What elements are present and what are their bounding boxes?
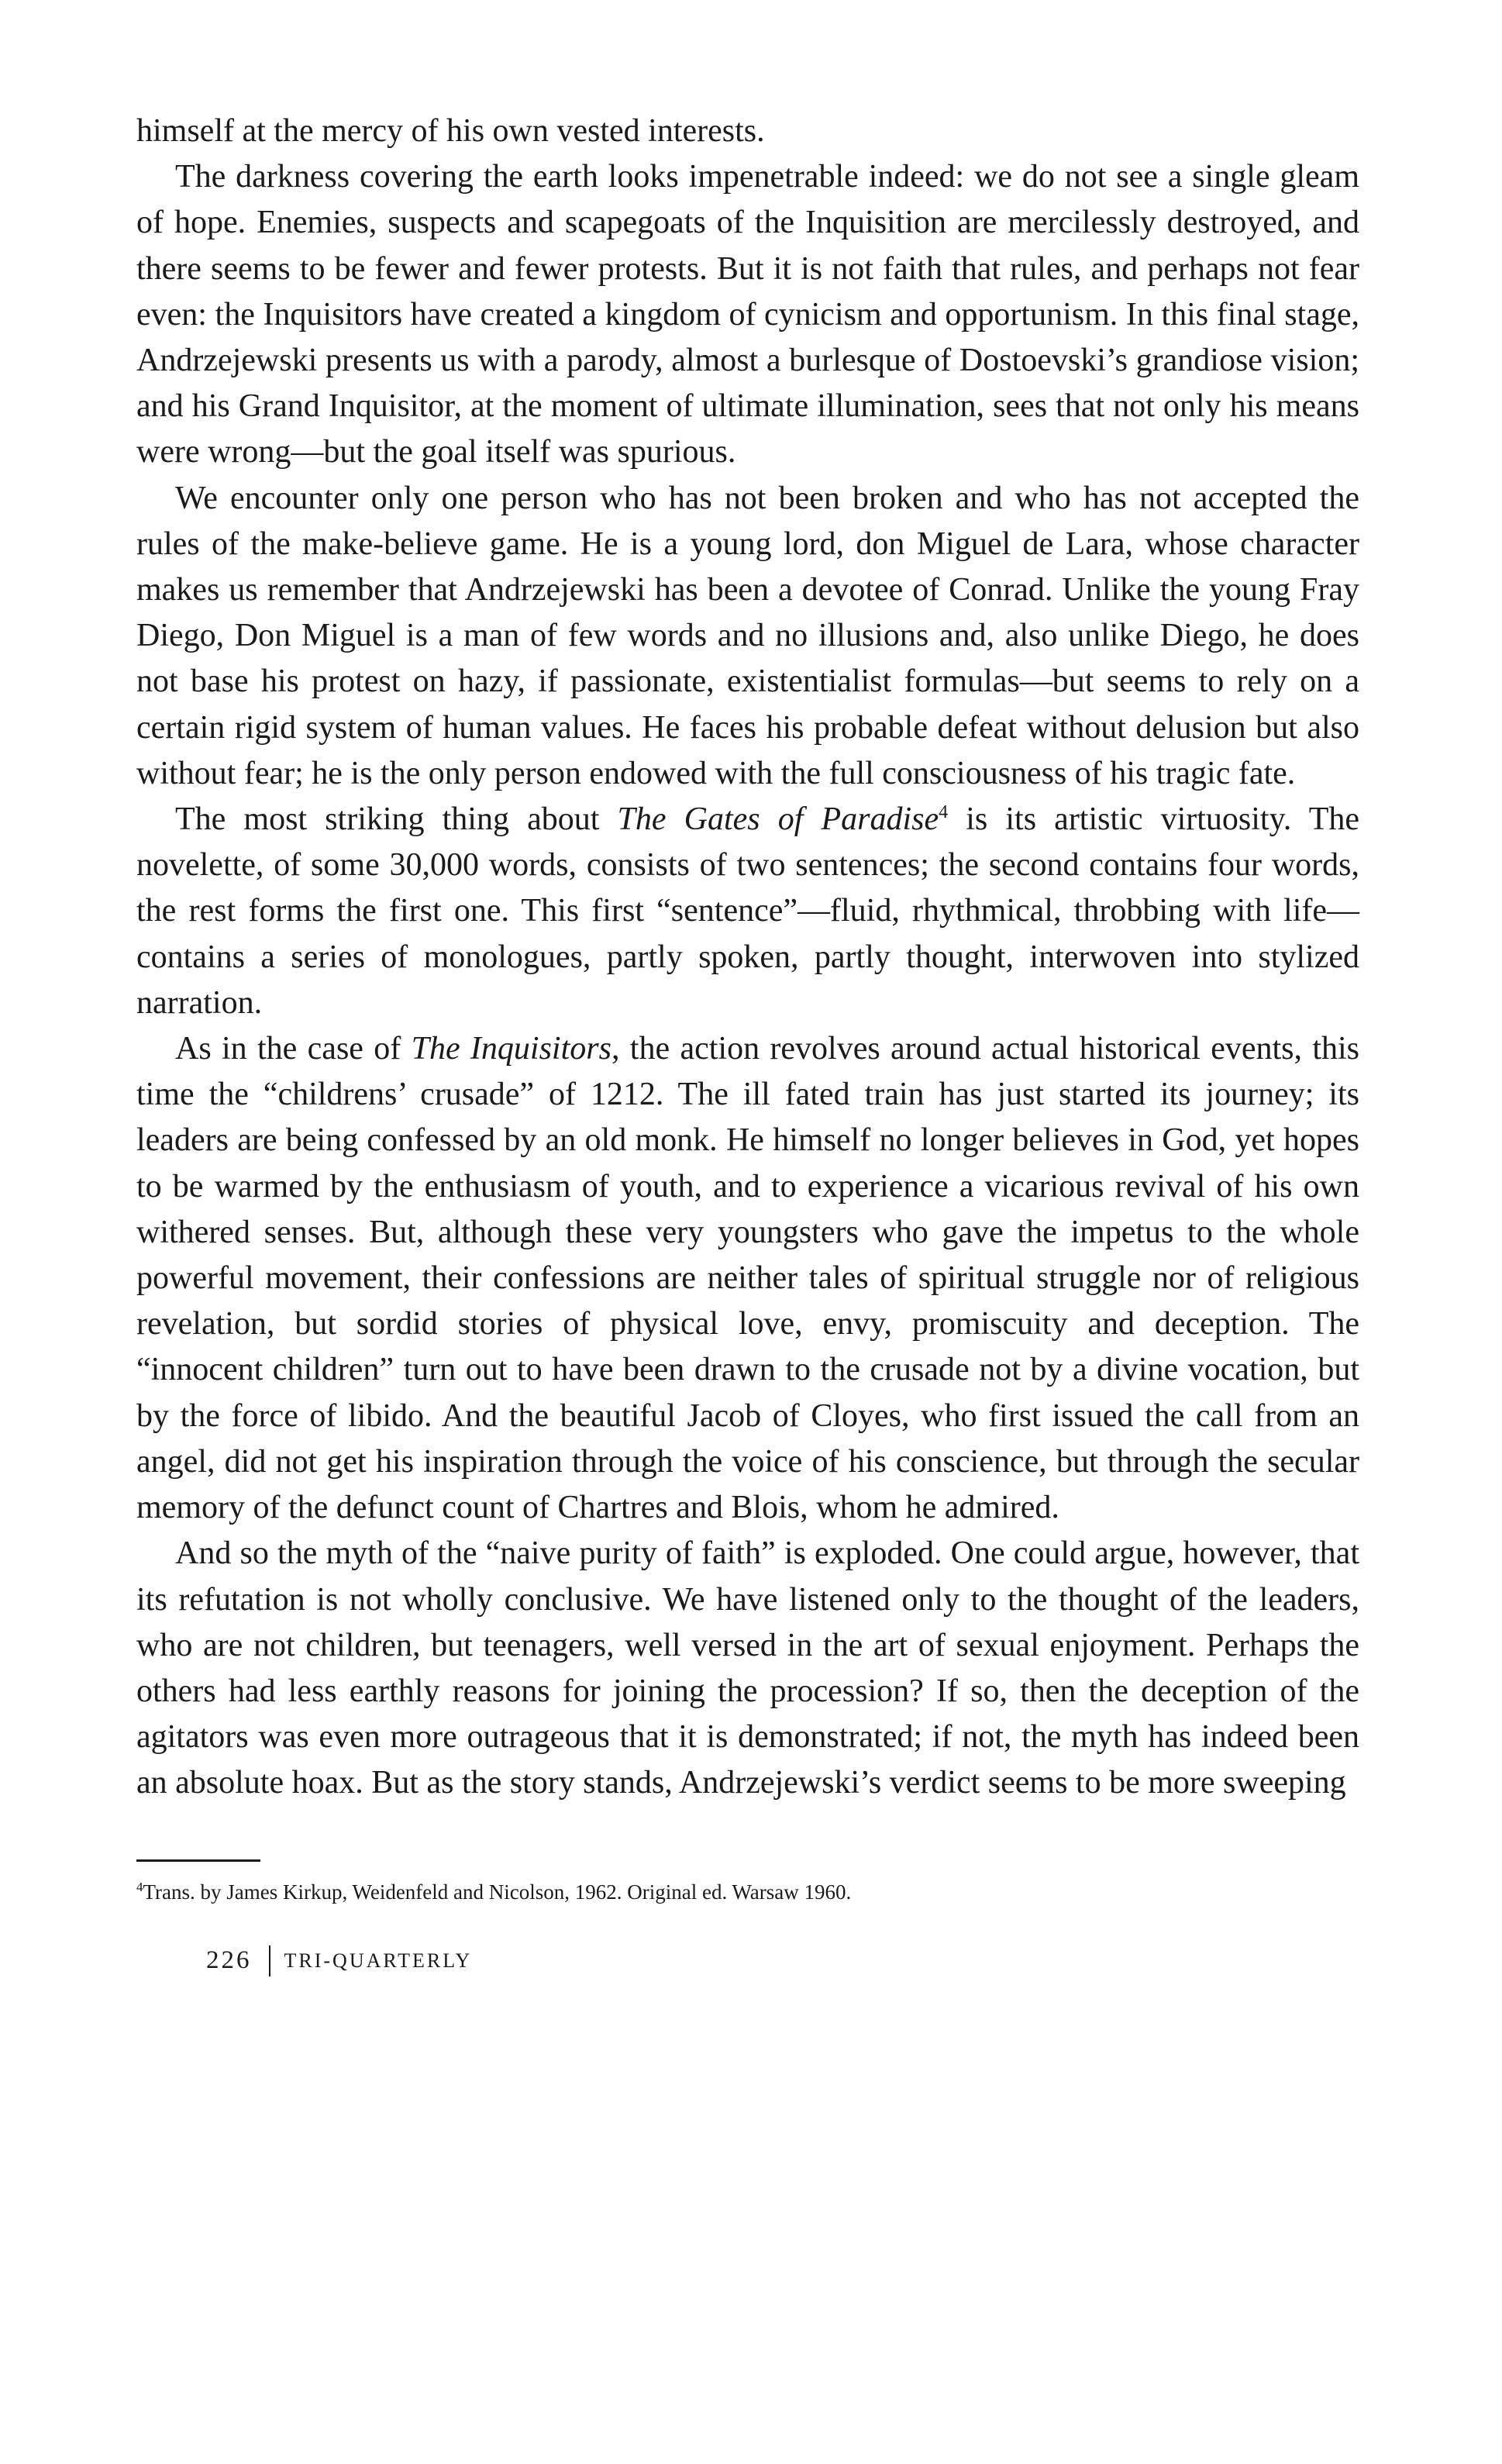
page-number: 226 bbox=[206, 1946, 252, 1975]
text-fragment: The most striking thing about bbox=[175, 801, 618, 838]
footer-divider bbox=[269, 1945, 270, 1976]
paragraph-myth-exploded: And so the myth of the “naive purity of faith” is exploded. One could argue, however, that its refutation is not wholly conclusive. We have listened only to the thought of the leaders, who are not children, but teenagers, well versed in the art of sexual enjoyment. Perhaps the others had less earthly reasons for joining the procession? If so, then the deception of the agitators was even more outrageous that it is demonstrated; if not, the myth has indeed been an absolute hoax. But as the story stands, Andrzejewski’s verdict seems to be more sweeping bbox=[136, 1535, 1359, 1801]
footnote-marker: 4 bbox=[136, 1879, 143, 1894]
paragraph-don-miguel: We encounter only one person who has not been broken and who has not accepted the rules of the make-believe game. He is a young lord, don Miguel de Lara, whose character makes us remember that Andrzejewski has been a devotee of Conrad. Unlike the young Fray Diego, Don Miguel is a man of few words and no illusions and, also unlike Diego, he does not base his protest on hazy, if passionate, existentialist formulas—but seems to rely on a certain rigid system of human values. He faces his probable defeat without delusion but also without fear; he is the only person endowed with the full consciousness of his tragic fate. bbox=[136, 480, 1359, 791]
footnote bbox=[136, 1879, 1359, 1905]
paragraph-gates-of-paradise bbox=[136, 797, 1359, 1026]
book-title: The Gates of Paradise bbox=[617, 801, 939, 838]
text-fragment: is its artistic virtuosity. The novelette, of some 30,000 words, consists of two sentences; the second contains four words, the rest forms the first one. This first “sentence”—fluid, rhythmical, throbbing with life—contains a series of monologues, partly spoken, partly thought, interwoven into stylized narration. bbox=[136, 801, 1360, 1021]
footnote-text: Trans. by James Kirkup, Weidenfeld and Nicolson, 1962. Original ed. Warsaw 1960. bbox=[143, 1880, 852, 1904]
footnote-divider bbox=[136, 1859, 260, 1862]
book-title: The Inquisitors bbox=[411, 1031, 611, 1067]
book-page bbox=[136, 109, 1359, 1976]
paragraph-continuation: himself at the mercy of his own vested interests. bbox=[136, 113, 765, 149]
text-fragment: As in the case of bbox=[175, 1031, 412, 1067]
text-fragment: , the action revolves around actual historical events, this time the “childrens’ crusade” of 1212. The ill fated train has just started its journey; its leaders are being confessed by an old monk. He himself no longer believes in God, yet hopes to be warmed by the enthusiasm of youth, and to experience a vicarious revival of his own withered senses. But, although these very youngsters who gave the impetus to the whole powerful movement, their confessions are neither tales of spiritual struggle nor of religious revelation, but sordid stories of physical love, envy, promiscuity and deception. The “innocent children” turn out to have been drawn to the crusade not by a divine vocation, but by the force of libido. And the beautiful Jacob of Cloyes, who first issued the call from an angel, did not get his inspiration through the voice of his conscience, but through the secular memory of the defunct count of Chartres and Blois, whom he admired. bbox=[136, 1031, 1360, 1526]
page-footer bbox=[206, 1945, 1359, 1976]
paragraph-darkness: The darkness covering the earth looks impenetrable indeed: we do not see a single gleam of hope. Enemies, suspects and scapegoats of the Inquisition are mercilessly destroyed, and there seems to be fewer and fewer protests. But it is not faith that rules, and perhaps not fear even: the Inquisitors have created a kingdom of cynicism and opportunism. In this final stage, Andrzejewski presents us with a parody, almost a burlesque of Dostoevski’s grandiose vision; and his Grand Inquisitor, at the moment of ultimate illumination, sees that not only his means were wrong—but the goal itself was spurious. bbox=[136, 159, 1359, 470]
paragraph-childrens-crusade bbox=[136, 1026, 1359, 1531]
body-text bbox=[136, 109, 1359, 1807]
footnote-reference: 4 bbox=[939, 802, 949, 823]
running-head: TRI-QUARTERLY bbox=[284, 1949, 473, 1972]
